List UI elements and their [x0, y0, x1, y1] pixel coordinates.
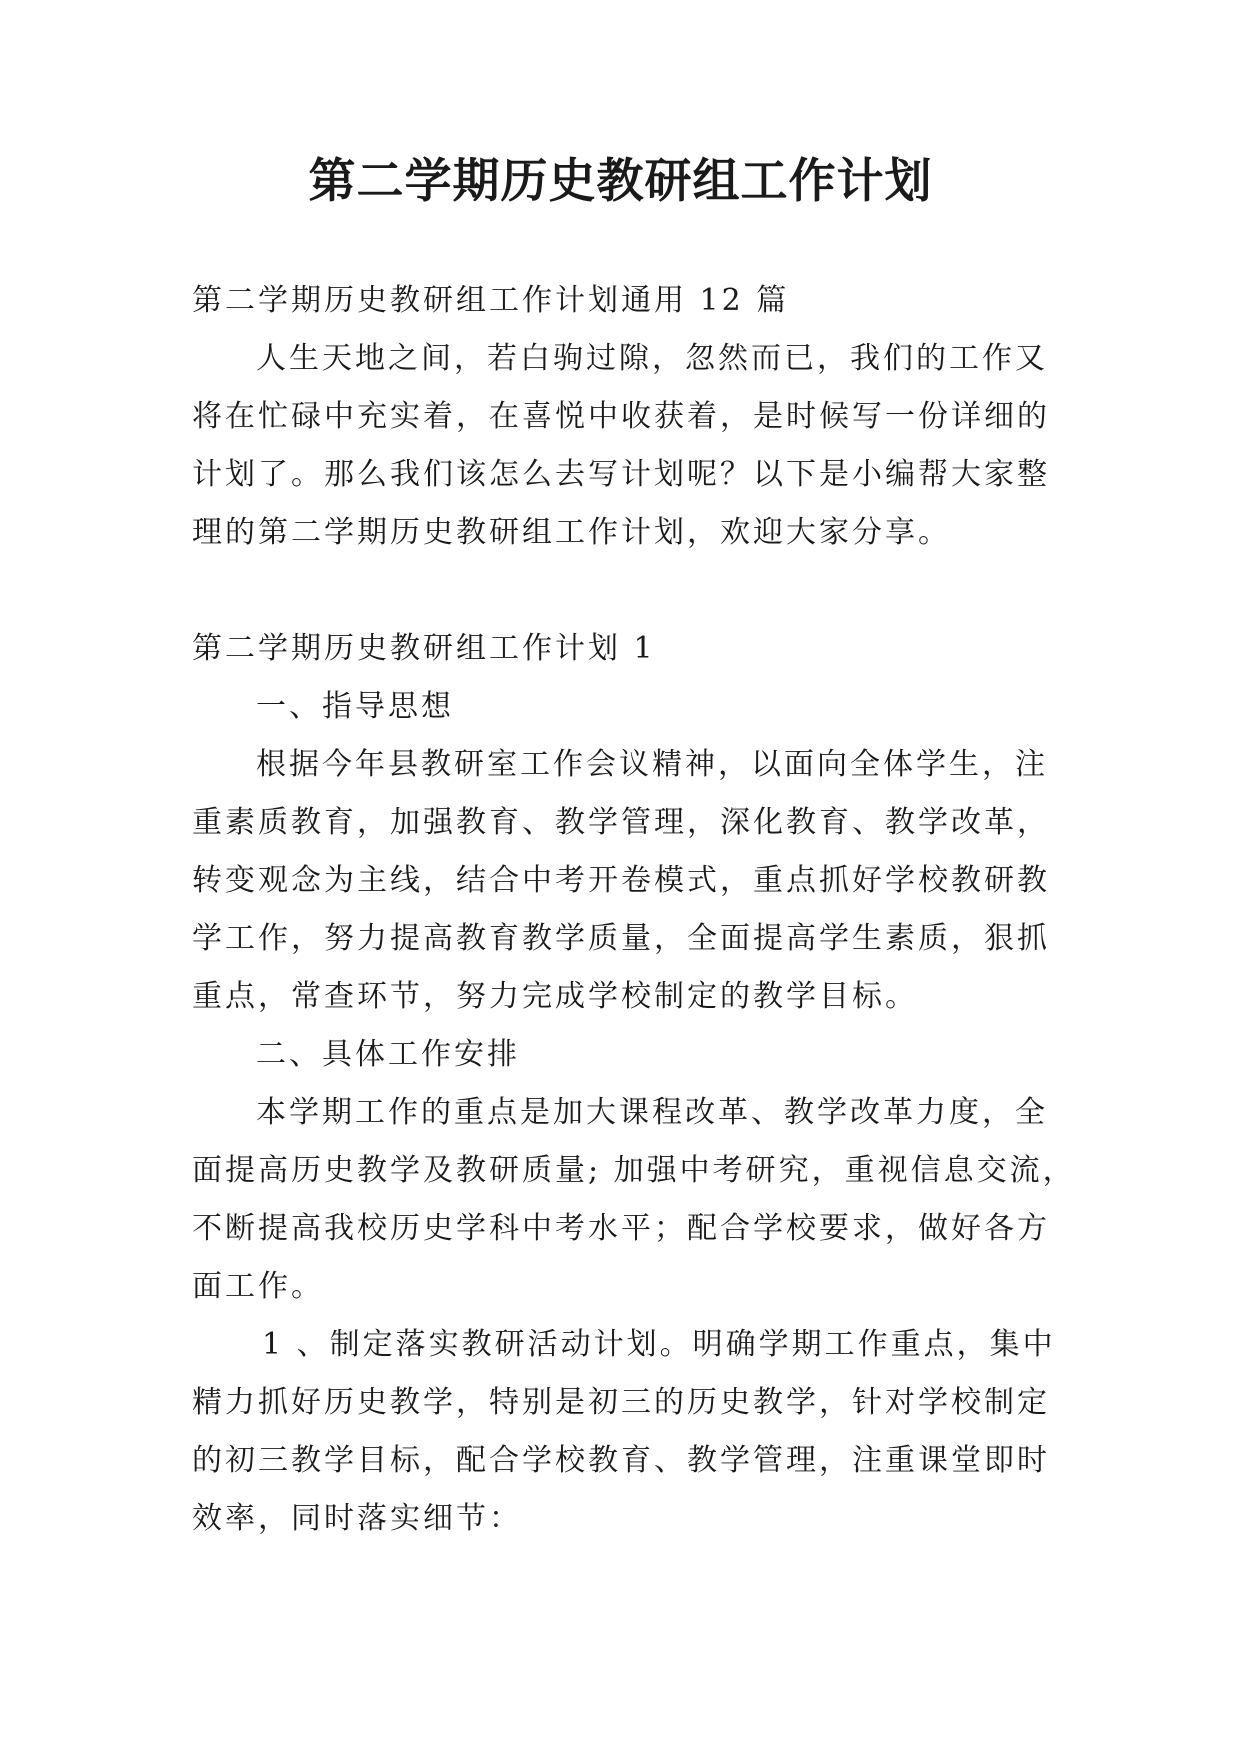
paragraph-line: 面提高历史教学及教研质量; 加强中考研究，重视信息交流， — [192, 1153, 1076, 1188]
paragraph-line: 本学期工作的重点是加大课程改革、教学改革力度，全 — [256, 1095, 1048, 1130]
paragraph-line: 1 、制定落实教研活动计划。明确学期工作重点，集中 — [262, 1327, 1056, 1362]
paragraph-line: 面工作。 — [192, 1269, 324, 1304]
guiding-ideology-paragraph — [192, 736, 1052, 1026]
intro-line: 人生天地之间，若白驹过隙，忽然而已，我们的工作又 — [256, 341, 1048, 376]
paragraph-line: 重素质教育，加强教育、教学管理，深化教育、教学改革， — [192, 805, 1050, 840]
paragraph-line: 的初三教学目标，配合学校教育、教学管理，注重课堂即时 — [192, 1443, 1050, 1478]
paragraph-line: 转变观念为主线，结合中考开卷模式，重点抓好学校教研教 — [192, 863, 1050, 898]
section-title: 第二学期历史教研组工作计划 1 — [192, 631, 656, 666]
document-title: 第二学期历史教研组工作计划 — [308, 154, 933, 209]
paragraph-line: 学工作，努力提高教育教学质量，全面提高学生素质，狠抓 — [192, 921, 1050, 956]
intro-line: 将在忙碌中充实着，在喜悦中收获着，是时候写一份详细的 — [192, 399, 1050, 434]
document-subtitle: 第二学期历史教研组工作计划通用 12 篇 — [192, 283, 790, 318]
item-1-paragraph — [192, 1316, 1056, 1548]
paragraph-line: 重点，常查环节，努力完成学校制定的教学目标。 — [192, 979, 918, 1014]
paragraph-line: 效率，同时落实细节： — [192, 1501, 522, 1536]
intro-line: 理的第二学期历史教研组工作计划，欢迎大家分享。 — [192, 515, 951, 550]
heading-work-arrangement: 二、具体工作安排 — [256, 1037, 520, 1072]
work-arrangement-paragraph — [192, 1084, 1076, 1316]
paragraph-line: 精力抓好历史教学，特别是初三的历史教学，针对学校制定 — [192, 1385, 1050, 1420]
paragraph-gap — [192, 562, 1052, 620]
intro-paragraph — [192, 330, 1052, 562]
intro-line: 计划了。那么我们该怎么去写计划呢？以下是小编帮大家整 — [192, 457, 1050, 492]
document-body — [192, 272, 1076, 1548]
paragraph-line: 根据今年县教研室工作会议精神，以面向全体学生，注 — [256, 747, 1048, 782]
heading-guiding-ideology: 一、指导思想 — [256, 689, 454, 724]
paragraph-line: 不断提高我校历史学科中考水平；配合学校要求，做好各方 — [192, 1211, 1050, 1246]
